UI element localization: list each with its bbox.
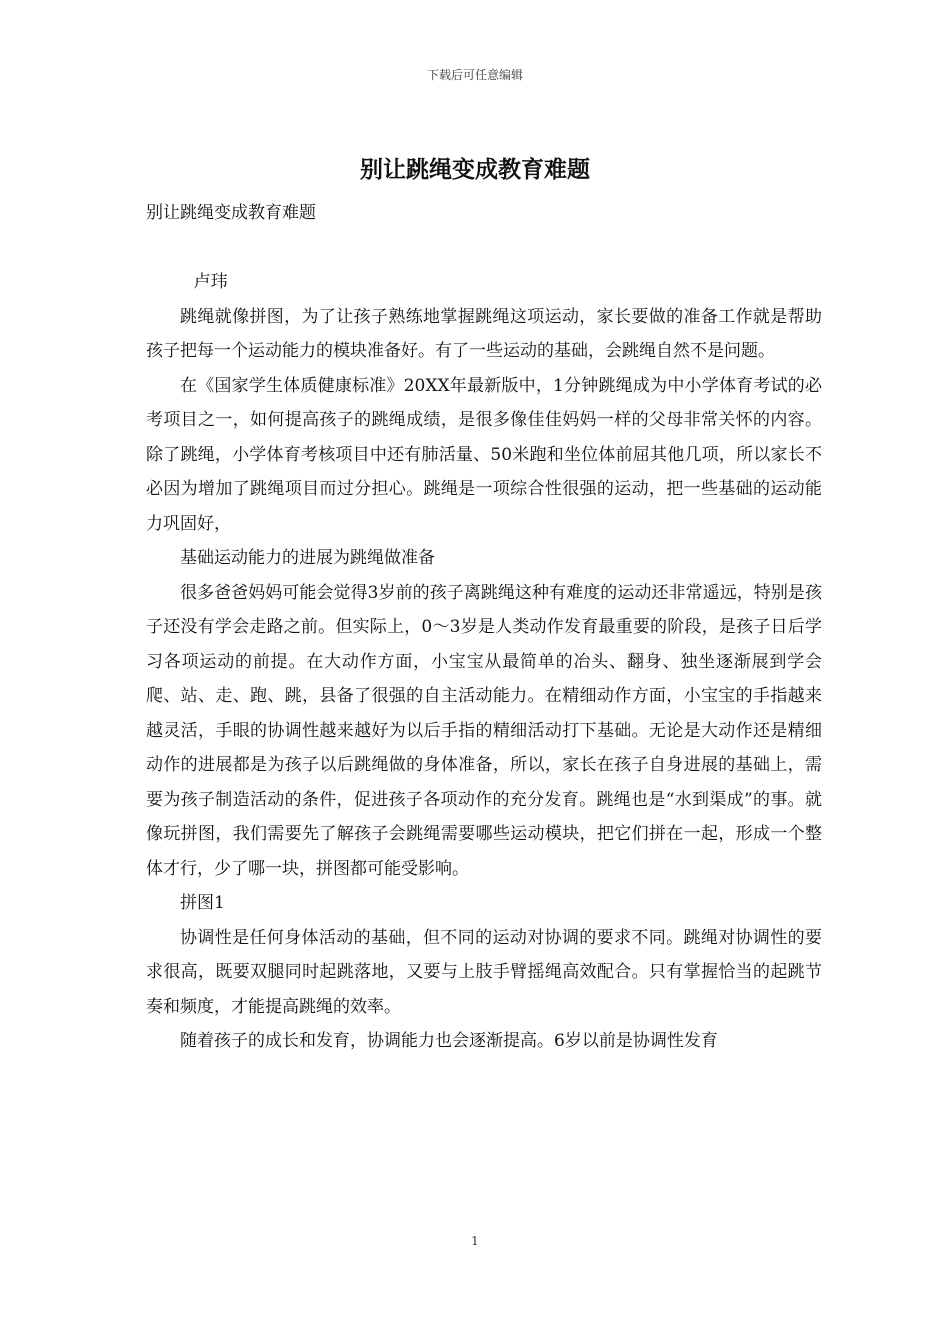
author-name: 卢玮 <box>193 272 228 292</box>
document-title: 别让跳绳变成教育难题 <box>360 156 590 183</box>
paragraph: 跳绳就像拼图，为了让孩子熟练地掌握跳绳这项运动，家长要做的准备工作就是帮助孩子把每一个运动能力的模块准备好。有了一些运动的基础，会跳绳自然不是问题。 <box>146 306 822 361</box>
paragraph: 在《国家学生体质健康标准》20XX年最新版中，1分钟跳绳成为中小学体育考试的必考项目之一，如何提高孩子的跳绳成绩，是很多像佳佳妈妈一样的父母非常关怀的内容。除了跳绳，小学体育考核项目中还有肺活量、50米跑和坐位体前屈其他几项，所以家长不必因为增加了跳绳项目而过分担心。跳绳是一项综合性很强的运动，把一些基础的运动能力巩固好， <box>146 375 822 534</box>
section-heading: 拼图1 <box>180 893 225 913</box>
paragraph: 协调性是任何身体活动的基础，但不同的运动对协调的要求不同。跳绳对协调性的要求很高，既要双腿同时起跳落地，又要与上肢手臂摇绳高效配合。只有掌握恰当的起跳节奏和频度，才能提高跳绳的效率。 <box>146 927 822 1017</box>
page-header-note: 下载后可任意编辑 <box>426 68 523 82</box>
paragraph: 很多爸爸妈妈可能会觉得3岁前的孩子离跳绳这种有难度的运动还非常遥远，特别是孩子还没有学会走路之前。但实际上，0～3岁是人类动作发育最重要的阶段，是孩子日后学习各项运动的前提。在大动作方面，小宝宝从最简单的冶头、翻身、独坐逐渐展到学会爬、站、走、跑、跳，县备了很强的自主活动能力。在精细动作方面，小宝宝的手指越来越灵活，手眼的协调性越来越好为以后手指的精细活动打下基础。无论是大动作还是精细动作的进展都是为孩子以后跳绳做的身体准备，所以，家长在孩子自身进展的基础上，需要为孩子制造活动的条件，促进孩子各项动作的充分发育。跳绳也是“水到渠成”的事。就像玩拼图，我们需要先了解孩子会跳绳需要哪些运动模块，把它们拼在一起，形成一个整体才行，少了哪一块，拼图都可能受影响。 <box>146 582 822 879</box>
document-body <box>146 196 822 1059</box>
section-heading: 基础运动能力的进展为跳绳做准备 <box>180 548 435 568</box>
document-subtitle: 别让跳绳变成教育难题 <box>146 203 316 223</box>
page-number: 1 <box>471 1234 479 1248</box>
paragraph: 随着孩子的成长和发育，协调能力也会逐渐提高。6岁以前是协调性发育 <box>180 1031 718 1051</box>
blank-line <box>146 231 822 266</box>
